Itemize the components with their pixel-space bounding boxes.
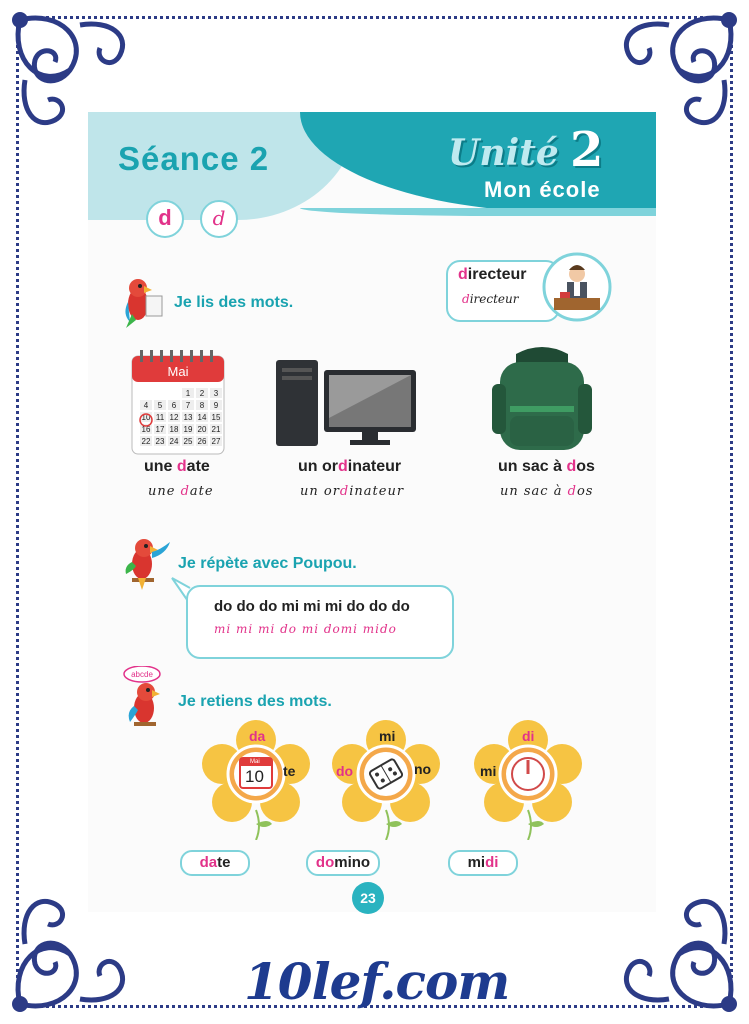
parrot-remember-icon — [120, 666, 174, 736]
word-date: une date — [144, 458, 210, 475]
calendar-day: 4 — [143, 401, 149, 410]
calendar-day: 9 — [213, 401, 219, 410]
word-ordinateur-cursive: un ordinateur — [300, 484, 405, 499]
calendar-day: 3 — [213, 389, 219, 398]
calendar-day: 23 — [155, 437, 165, 446]
calendar-day: 14 — [197, 413, 207, 422]
calendar-day: 26 — [197, 437, 207, 446]
calendar-day: 19 — [183, 425, 193, 434]
unite-number: 2 — [570, 122, 604, 178]
parrot-reading-icon — [118, 274, 166, 330]
calendar-day: 1 — [185, 389, 191, 398]
parrot-badge-text: abcde — [131, 670, 153, 679]
flower-date-center: 10 — [245, 767, 264, 786]
flower-date-center-small: Mai — [250, 759, 260, 765]
repeat-line-print: do do do mi mi mi do do do — [214, 598, 410, 615]
flower-domino-top: mi — [379, 728, 396, 744]
calendar-day: 8 — [199, 401, 205, 410]
section-remember-title: Je retiens des mots. — [178, 693, 332, 710]
calendar-day: 7 — [185, 401, 191, 410]
seance-title: Séance 2 — [118, 140, 270, 177]
calendar-day: 2 — [199, 389, 205, 398]
calendar-day: 5 — [157, 401, 163, 410]
computer-icon — [274, 358, 418, 448]
flower-midi-top: di — [522, 728, 535, 744]
calendar-day: 6 — [171, 401, 177, 410]
calendar-day: 20 — [197, 425, 207, 434]
letter-print-badge: d — [146, 200, 184, 238]
calendar-day: 17 — [155, 425, 165, 434]
calendar-month: Mai — [167, 364, 189, 379]
calendar-day: 13 — [183, 413, 193, 422]
calendar-day: 25 — [183, 437, 193, 446]
calendar-day: 21 — [211, 425, 221, 434]
unit-name: Mon école — [484, 177, 601, 202]
directeur-cursive: directeur — [462, 292, 519, 306]
calendar-day: 22 — [141, 437, 151, 446]
director-illustration-icon — [540, 252, 614, 322]
flower-domino-left: do — [336, 763, 354, 779]
flower-midi-left: mi — [480, 763, 497, 779]
section-repeat-title: Je répète avec Poupou. — [178, 555, 357, 572]
letter-cursive-badge: d — [200, 200, 238, 238]
flower-domino-right: no — [414, 761, 432, 777]
calendar-day: 18 — [169, 425, 179, 434]
backpack-icon — [486, 344, 598, 454]
unite-title: Unité — [448, 132, 559, 174]
calendar-day: 12 — [169, 413, 179, 422]
repeat-line-cursive: mi mi mi do mi domi mido — [214, 622, 397, 636]
word-sac-a-dos-cursive: un sac à dos — [500, 484, 594, 499]
flower-date-label: date — [180, 850, 250, 876]
word-date-cursive: une date — [148, 484, 214, 499]
word-sac-a-dos: un sac à dos — [498, 458, 595, 475]
flower-midi-label: midi — [448, 850, 518, 876]
parrot-speaking-icon — [120, 532, 172, 592]
calendar-icon — [130, 348, 226, 456]
calendar-day: 16 — [141, 425, 151, 434]
calendar-day: 27 — [211, 437, 221, 446]
calendar-day: 11 — [155, 413, 165, 422]
word-ordinateur: un ordinateur — [298, 458, 402, 475]
calendar-day: 15 — [211, 413, 221, 422]
page-number: 23 — [352, 882, 384, 914]
flower-domino-label: domino — [306, 850, 380, 876]
directeur-word: directeur — [458, 266, 527, 283]
calendar-day: 10 — [141, 413, 151, 422]
flower-date-right: te — [283, 763, 296, 779]
section-read-title: Je lis des mots. — [174, 294, 294, 311]
watermark-text: 10lef.com — [244, 952, 510, 1011]
flower-date-top: da — [249, 728, 266, 744]
calendar-day: 24 — [169, 437, 179, 446]
